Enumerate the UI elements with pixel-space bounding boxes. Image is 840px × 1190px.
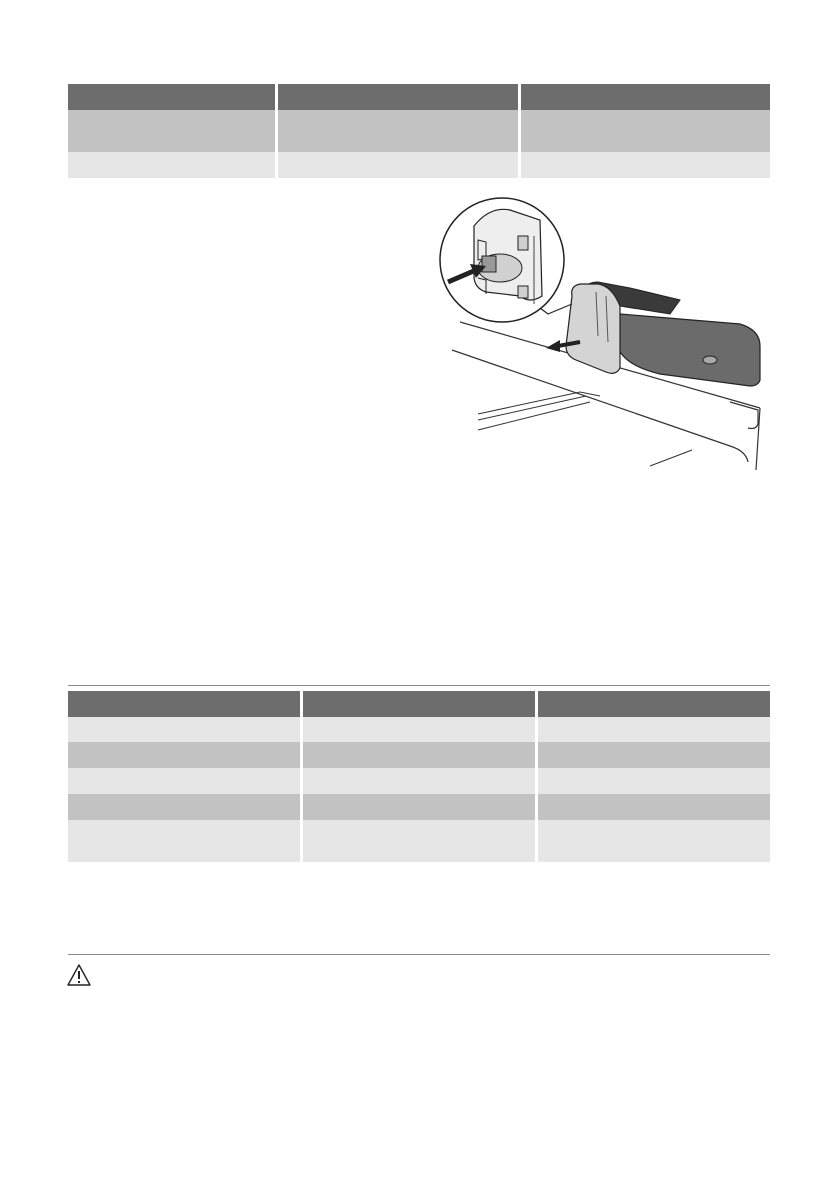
table-header-cell: [68, 84, 275, 110]
table-cell: [303, 742, 535, 768]
divider: [68, 954, 770, 955]
table-row: [68, 110, 770, 152]
table-cell: [538, 768, 770, 794]
table-header-cell: [68, 691, 300, 717]
table-cell: [303, 717, 535, 742]
table-header-cell: [278, 84, 518, 110]
table-row: [68, 742, 770, 768]
table-row: [68, 768, 770, 794]
table-cell: [538, 742, 770, 768]
table-row: [68, 717, 770, 742]
table-header-row: [68, 84, 770, 110]
table-header-cell: [538, 691, 770, 717]
table-row: [68, 152, 770, 178]
table-cell: [521, 152, 770, 178]
appliance-hinge-cover-illustration: [430, 196, 770, 476]
table-cell: [68, 742, 300, 768]
divider: [68, 685, 770, 686]
table-cell: [538, 794, 770, 820]
table-cell: [303, 768, 535, 794]
table-row: [68, 820, 770, 862]
table-cell: [68, 768, 300, 794]
table-cell: [68, 152, 275, 178]
table-cell: [538, 717, 770, 742]
table-cell: [521, 110, 770, 152]
table-cell: [68, 717, 300, 742]
table-cell: [68, 820, 300, 862]
table-cell: [278, 152, 518, 178]
table-header-cell: [521, 84, 770, 110]
table-top: [68, 84, 770, 178]
warning-triangle-icon: [66, 963, 92, 987]
table-header-row: [68, 691, 770, 717]
table-row: [68, 794, 770, 820]
table-cell: [538, 820, 770, 862]
table-cell: [278, 110, 518, 152]
table-cell: [303, 820, 535, 862]
table-cell: [303, 794, 535, 820]
table-header-cell: [303, 691, 535, 717]
table-bottom: [68, 691, 770, 862]
table-cell: [68, 110, 275, 152]
table-cell: [68, 794, 300, 820]
